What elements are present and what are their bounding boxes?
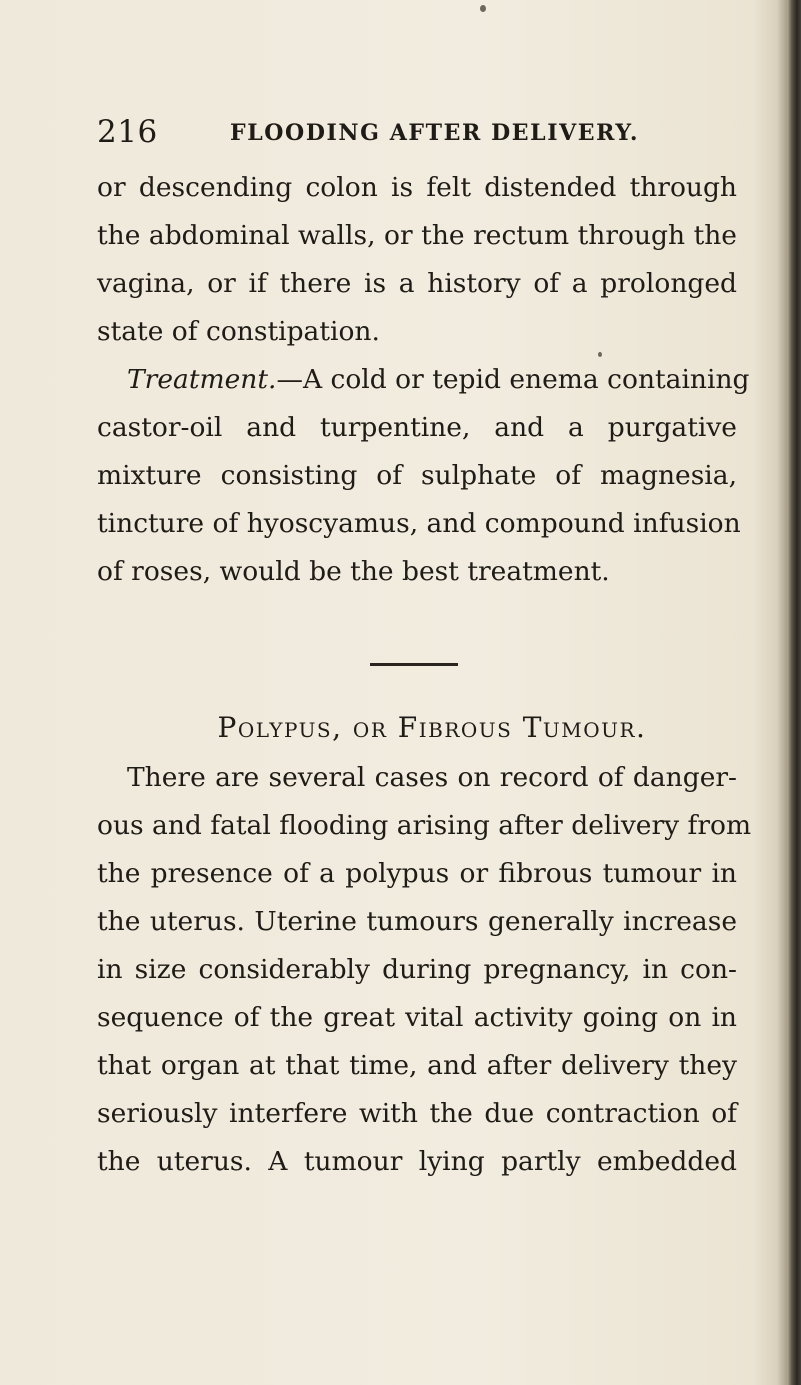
treatment-heading: Treatment. bbox=[127, 364, 277, 395]
text-line: the uterus. A tumour lying partly embedded bbox=[97, 1146, 737, 1177]
paragraph-constipation bbox=[97, 164, 737, 356]
text-line: ous and fatal flooding arising after delivery from bbox=[97, 810, 752, 841]
page-number: 216 bbox=[97, 114, 158, 150]
page-binding-edge bbox=[787, 0, 801, 1385]
section-heading: Polypus, or Fibrous Tumour. bbox=[217, 711, 647, 744]
text-line: castor-oil and turpentine, and a purgative bbox=[97, 412, 737, 443]
text-line: of roses, would be the best treatment. bbox=[97, 556, 610, 587]
text-line: or descending colon is felt distended through bbox=[97, 172, 737, 203]
text-line: the abdominal walls, or the rectum through the bbox=[97, 220, 737, 251]
paragraph-treatment bbox=[97, 356, 750, 596]
paragraph-polypus bbox=[97, 754, 752, 1186]
text-line: the presence of a polypus or fibrous tumour in bbox=[97, 858, 737, 889]
text-line: seriously interfere with the due contraction of bbox=[97, 1098, 737, 1129]
text-line: state of constipation. bbox=[97, 316, 380, 347]
running-head: FLOODING AFTER DELIVERY. bbox=[230, 120, 640, 146]
text-line bbox=[97, 356, 750, 404]
paper-speck bbox=[480, 5, 486, 12]
text-line: There are several cases on record of danger- bbox=[127, 762, 737, 793]
text-line: sequence of the great vital activity going on in bbox=[97, 1002, 737, 1033]
text-line: in size considerably during pregnancy, in con- bbox=[97, 954, 737, 985]
text-line: that organ at that time, and after delivery they bbox=[97, 1050, 737, 1081]
text-line: mixture consisting of sulphate of magnesia, bbox=[97, 460, 737, 491]
text-line: the uterus. Uterine tumours generally increase bbox=[97, 906, 737, 937]
text-line: vagina, or if there is a history of a prolonged bbox=[97, 268, 737, 299]
text-fragment: —A cold or tepid enema containing bbox=[276, 364, 750, 395]
text-line: tincture of hyoscyamus, and compound infusion bbox=[97, 508, 741, 539]
page-header bbox=[97, 112, 737, 152]
section-divider-rule bbox=[370, 663, 458, 666]
